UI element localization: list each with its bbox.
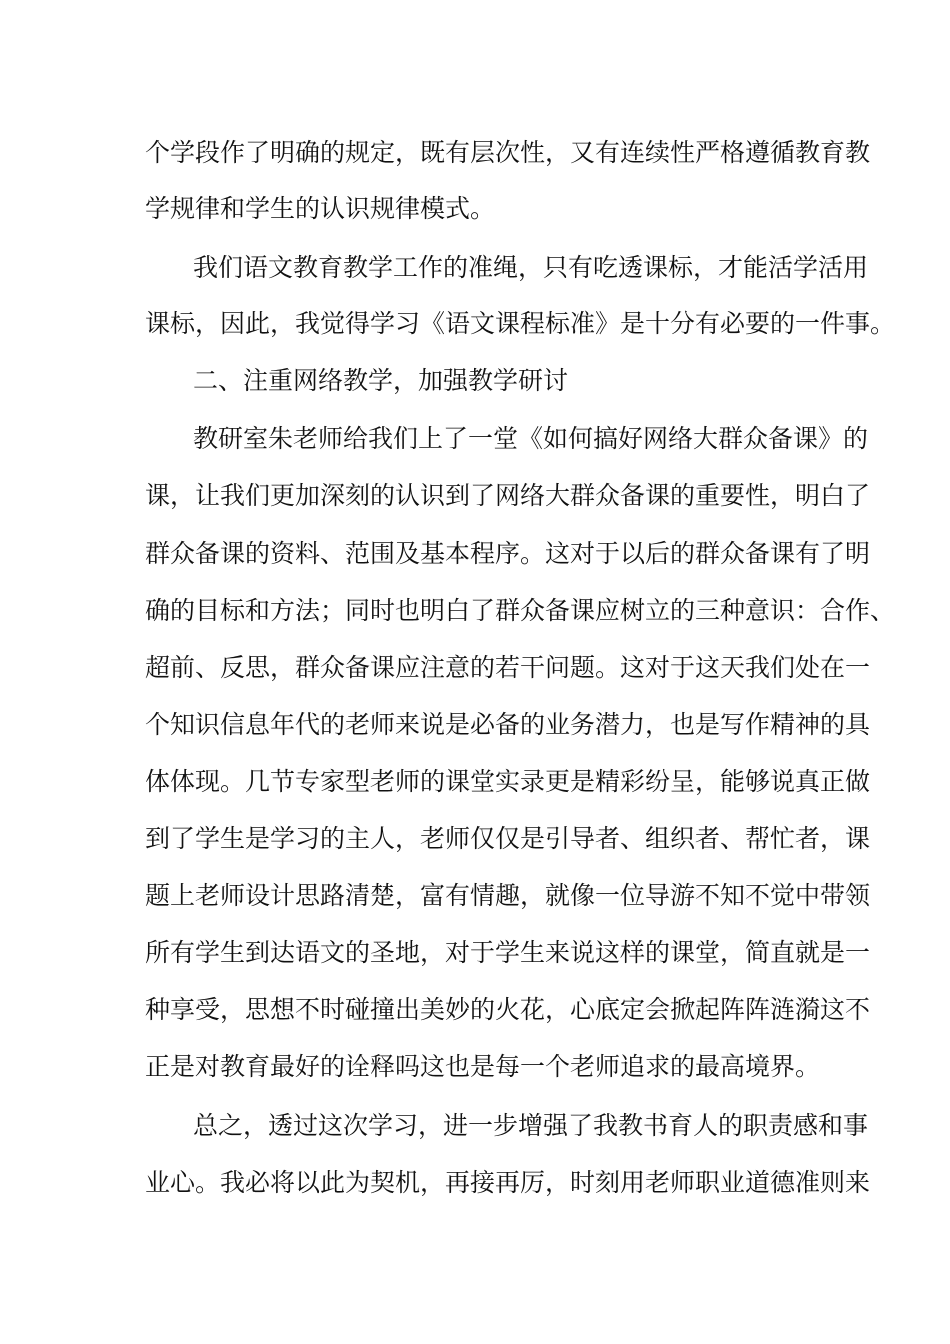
text-line: 学规律和学生的认识规律模式。 <box>145 194 496 223</box>
paragraph-first-line: 教研室朱老师给我们上了一堂《如何搞好网络大群众备课》的 <box>193 424 869 453</box>
paragraph-first-line: 我们语文教育教学工作的准绳，只有吃透课标，才能活学活用 <box>193 253 869 282</box>
text-line: 业心。我必将以此为契机，再接再厉，时刻用老师职业道德准则来 <box>145 1168 871 1197</box>
text-line: 个学段作了明确的规定，既有层次性，又有连续性严格遵循教育教 <box>145 138 871 167</box>
text-line: 个知识信息年代的老师来说是必备的业务潜力，也是写作精神的具 <box>145 710 871 739</box>
text-line: 确的目标和方法；同时也明白了群众备课应树立的三种意识：合作、 <box>145 596 896 625</box>
text-line: 题上老师设计思路清楚，富有情趣，就像一位导游不知不觉中带领 <box>145 881 871 910</box>
text-line: 超前、反思，群众备课应注意的若干问题。这对于这天我们处在一 <box>145 653 871 682</box>
text-line: 课标，因此，我觉得学习《语文课程标准》是十分有必要的一件事。 <box>145 309 896 338</box>
text-line: 到了学生是学习的主人，老师仅仅是引导者、组织者、帮忙者，课 <box>145 824 871 853</box>
text-line: 体体现。几节专家型老师的课堂实录更是精彩纷呈，能够说真正做 <box>145 767 871 796</box>
text-line: 课，让我们更加深刻的认识到了网络大群众备课的重要性，明白了 <box>145 481 871 510</box>
section-heading: 二、注重网络教学，加强教学研讨 <box>193 366 569 395</box>
text-line: 种享受，思想不时碰撞出美妙的火花，心底定会掀起阵阵涟漪这不 <box>145 995 871 1024</box>
text-line: 正是对教育最好的诠释吗这也是每一个老师追求的最高境界。 <box>145 1052 821 1081</box>
text-line: 所有学生到达语文的圣地，对于学生来说这样的课堂，简直就是一 <box>145 938 871 967</box>
text-line: 群众备课的资料、范围及基本程序。这对于以后的群众备课有了明 <box>145 539 871 568</box>
paragraph-first-line: 总之，透过这次学习，进一步增强了我教书育人的职责感和事 <box>193 1111 869 1140</box>
